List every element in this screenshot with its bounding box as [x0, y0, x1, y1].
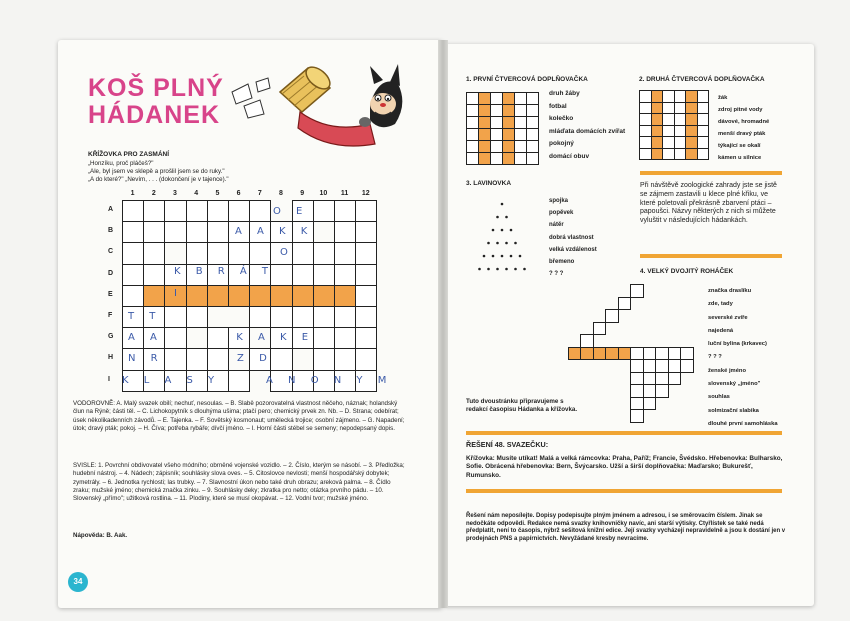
avalanche-dot: [501, 203, 504, 206]
section4-clue: dlouhé první samohláska: [708, 420, 778, 427]
row-letter: C: [108, 248, 114, 256]
section1-clues: [549, 88, 625, 163]
crossword-cell: [164, 306, 186, 328]
section3-clue: spojka: [549, 198, 569, 204]
row-letter: B: [108, 227, 114, 235]
section2-clue: žák: [718, 95, 728, 101]
crossword-cell: [313, 242, 335, 264]
horn-cell: [643, 347, 657, 361]
section4-clue: luční bylina (krkavec): [708, 341, 767, 348]
section4-clue: ženské jméno: [708, 367, 747, 374]
horn-cell: [630, 359, 644, 373]
section4-clue: severské zvíře: [708, 314, 748, 321]
horn-cell: [630, 284, 644, 298]
avalanche-dot: [501, 229, 504, 232]
crossword-cell: [186, 221, 208, 243]
clues-down: SVISLE: 1. Povrchní obdivovatel všeho módního; obrněné vojenské vozidlo. – 2. Číslo, kterým se násobí. – 3. Předložka; hudební nástroj. – 4. Nádech; zápisník; souhlásky slova oves. – 5. Citoslovce nevlosti; menší hospodářský dobytek; zymetrály. – 6. Jednotka rychlosti; las trubky. – 7. Slavnostní úkon nebo také druh obrazu; areková palma. – 8. Čídlo zraku; mužské jméno; chemická značka zinku. – 9. Souhlásky deky; zkratka pro netto; otázka prvního pádu. – 10. Slovenský „přímo"; užitková rostlina. – 11. Plodiny, které se musí okopávat. – 12. Vodní tvor; mužské jméno.: [73, 462, 405, 503]
crossword-cell: [143, 200, 165, 222]
section4-clue: ? ? ?: [708, 354, 722, 361]
avalanche-dot: [505, 242, 508, 245]
solution-title: ŘEŠENÍ 48. SVAZEČKU:: [466, 440, 549, 449]
section4-clues: [708, 285, 778, 431]
handwriting-row-d: K B R Á T: [174, 266, 275, 277]
crossword-cell: [355, 285, 377, 307]
intro-line-2: „Ale, byl jsem ve sklepě a prošlil jsem se do ruky.": [88, 168, 225, 176]
column-number: 5: [215, 190, 220, 197]
avalanche-puzzle-dots: [462, 196, 542, 278]
horn-cell: [655, 372, 669, 386]
avalanche-dot: [505, 268, 508, 271]
crossword-cell: [270, 285, 292, 307]
crossword-cell: [334, 327, 356, 349]
row-letter: A: [108, 206, 114, 213]
avalanche-dot: [501, 255, 504, 258]
column-number: 10: [319, 190, 328, 197]
section3-clue: dobrá vlastnost: [549, 234, 594, 241]
footer-notice: Řešení nám neposílejte. Dopisy podepisujte plným jménem a adresou, i se směrovacím číslem. Jinak se nedočkáte odpovědi. Redakce nemá svazky knihovničky navíc, ani starší výtisky. Ctyřlístek se také nedá předplatit, není to časopis, nýbrž sešitová knižní edice. Její svazky vycházejí nepravidelně a jsou k dostání jen v prodejnách PNS a papírnictvích. Nevyžádané kresby nevracíme.: [466, 513, 786, 542]
crossword-cell: [292, 242, 314, 264]
crossword-cell: [313, 348, 335, 370]
crossword-cell: [334, 242, 356, 264]
crossword-cell: [186, 200, 208, 222]
orange-divider-4: [466, 489, 782, 493]
crossword-cell: [292, 306, 314, 328]
horn-cell: [593, 347, 607, 361]
section2-clue: týkající se okalí: [718, 143, 761, 149]
section2-clue: kámen u silnice: [718, 155, 762, 161]
horn-cell: [605, 309, 619, 323]
horn-cell: [655, 384, 669, 398]
avalanche-dot: [514, 242, 517, 245]
avalanche-dot: [487, 242, 490, 245]
crossword-cell: [334, 200, 356, 222]
crossword-cell: [355, 200, 377, 222]
page-title: [88, 75, 224, 129]
column-number: 11: [340, 190, 349, 197]
avalanche-dot: [510, 229, 513, 232]
avalanche-dot: [492, 255, 495, 258]
crossword-cell: [249, 306, 271, 328]
column-number: 9: [300, 190, 305, 197]
horn-cell: [605, 347, 619, 361]
section3-clue: ? ? ?: [549, 271, 564, 278]
section2-title: 2. DRUHÁ ČTVERCOVÁ DOPLŇOVAČKA: [639, 76, 765, 83]
crossword-cell: [313, 200, 335, 222]
avalanche-dot: [492, 229, 495, 232]
horn-cell: [680, 359, 694, 373]
orange-divider-3: [466, 431, 782, 435]
row-letter: F: [108, 312, 113, 319]
crossword-cell: [355, 348, 377, 370]
section3-clue: nátěr: [549, 222, 564, 229]
handwriting-row-i: K L A S Y A N O N Y M: [122, 375, 393, 386]
section2-clue: dávové, hromadné: [718, 119, 770, 125]
crossword-cell: [122, 242, 144, 264]
crossword-cell: [313, 327, 335, 349]
clues-across: VODOROVNĚ: A. Malý svazek obilí; nechuť, nesoulas. – B. Slabě pozorovatelná vlastnost něčeho, náznak; holandský člun na Rýně; části těl. – C. Lichokopytník s dlouhýma ušima; ptačí pero; chemický prvek zn. Nb. – D. Strana; odebírat; úsek několikadenních závodů. – E. Tajenka. – F. Sovětský kosmonaut; umělecká trojice; osobní zájmeno. – G. Napadení; útok; dravý pták; pokoj. – H. Číva; potřeba rybáře; dívčí jméno. – I. Horní části stébel se semeny; nepodepsaný dopis.: [73, 400, 405, 432]
avalanche-dot: [510, 255, 513, 258]
crossword-cell: [355, 306, 377, 328]
horn-cell: [680, 347, 694, 361]
avalanche-dot: [496, 268, 499, 271]
title-line-2: HÁDANEK: [88, 101, 220, 129]
intro-line-3: „A do které?" „Nevím, . . . (dokončení je v tajence).": [88, 176, 229, 184]
handwriting-row-e: I: [174, 288, 183, 299]
crossword-title: KŘÍŽOVKA PRO ZASMÁNÍ: [88, 151, 170, 158]
section4-clue: slovenský „jméno": [708, 381, 761, 388]
horn-cell: [643, 397, 657, 411]
column-number: 1: [130, 190, 135, 197]
section3-title: 3. LAVINOVKA: [466, 180, 512, 187]
crossword-cell: [334, 348, 356, 370]
crossword-cell: [207, 221, 229, 243]
section3-clue: velká vzdálenost: [549, 246, 597, 253]
avalanche-dot: [478, 268, 481, 271]
horn-cell: [668, 347, 682, 361]
crossword-cell: [292, 264, 314, 286]
solution-text: Křížovka: Musíte utíkat! Malá a velká rámcovka: Praha, Paříž; Francie, Švédsko. Hřebenovka: Bulharsko, Sofie. Obrácená hřebenovka: Bern, Švýcarsko. Užší a širší doplňovačka: Maďarsko; Bukurešť, Rumunsko.: [466, 455, 783, 479]
horn-cell: [630, 372, 644, 386]
section2-clues: [718, 92, 769, 164]
avalanche-dot: [483, 255, 486, 258]
column-number: 12: [361, 190, 370, 197]
crossword-cell: [355, 221, 377, 243]
page-number: 34: [68, 572, 88, 592]
section2-clue: zdroj pitné vody: [718, 107, 763, 113]
crossword-cell: [313, 306, 335, 328]
row-letter: H: [108, 354, 114, 362]
cat-basket-illustration: [220, 54, 410, 154]
handwriting-row-b: A A K K: [235, 226, 314, 237]
orange-divider-2: [640, 254, 782, 258]
horn-cell: [580, 347, 594, 361]
horn-cell: [655, 347, 669, 361]
horn-cell: [643, 359, 657, 373]
horn-cell: [630, 397, 644, 411]
section3-clues: [549, 195, 597, 280]
avalanche-dot: [523, 268, 526, 271]
avalanche-dot: [496, 242, 499, 245]
horn-cell: [618, 347, 632, 361]
column-number: 3: [173, 190, 177, 197]
avalanche-dot: [487, 268, 490, 271]
crossword-cell: [122, 221, 144, 243]
crossword-cell: [334, 221, 356, 243]
crossword-cell: [164, 200, 186, 222]
horn-cell: [643, 372, 657, 386]
column-number: 4: [194, 190, 199, 197]
row-letter: I: [108, 375, 110, 383]
square-cell: [526, 152, 539, 165]
row-letter: E: [108, 290, 113, 298]
horn-cell: [643, 384, 657, 398]
crossword-cell: [270, 348, 292, 370]
section4-clue: značka draslíku: [708, 288, 752, 294]
column-number: 2: [151, 190, 156, 197]
credit-note: Tuto dvoustránku připravujeme s redakcí časopisu Hádanka a křížovka.: [466, 398, 578, 414]
crossword-cell: [228, 242, 250, 264]
crossword-cell: [143, 242, 165, 264]
section4-clue: zde, tady: [708, 301, 733, 308]
column-number: 7: [257, 190, 262, 197]
avalanche-dot: [505, 216, 508, 219]
avalanche-dot: [496, 216, 499, 219]
crossword-cell: [207, 242, 229, 264]
handwriting-row-h: N R Z D: [128, 353, 273, 364]
crossword-cell: [228, 200, 250, 222]
section1-clue: mláďata domácích zvířat: [549, 127, 626, 135]
crossword-cell: [122, 264, 144, 286]
crossword-cell: [143, 285, 165, 307]
section4-clue: solmizační slabika: [708, 407, 759, 414]
section3-clue: břemeno: [549, 259, 575, 266]
crossword-cell: [334, 285, 356, 307]
handwriting-row-f: T T: [128, 311, 162, 322]
crossword-cell: [313, 264, 335, 286]
handwriting-row-g: A A K A K E: [128, 332, 315, 343]
column-number: 6: [236, 190, 241, 197]
book-gutter: [438, 40, 448, 608]
crossword-cell: [313, 285, 335, 307]
crossword-cell: [186, 242, 208, 264]
crossword-cell: [207, 200, 229, 222]
crossword-cell: [143, 264, 165, 286]
intro-line-1: „Honzíku, proč pláčeš?": [88, 160, 154, 167]
avalanche-dot: [514, 268, 517, 271]
crossword-cell: [249, 200, 271, 222]
horn-cell: [668, 359, 682, 373]
row-letter: G: [108, 333, 114, 341]
handwriting-row-c: O: [280, 247, 294, 258]
crossword-cell: [355, 327, 377, 349]
horn-cell: [630, 384, 644, 398]
horn-cell: [668, 372, 682, 386]
avalanche-dot: [519, 255, 522, 258]
zoo-intro: Při návštěvě zoologické zahrady jste se jistě se zájmem zastavili u klece plné křiku, ve které poletovali překrásně zbarvení ptáci – papoušci. Názvy některých z nich si můžete vyluštit v následujících hádankách.: [640, 182, 777, 225]
crossword-cell: [292, 285, 314, 307]
section1-clue: domácí obuv: [549, 152, 590, 160]
hint: Nápověda: B. Aak.: [73, 532, 128, 539]
crossword-cell: [186, 306, 208, 328]
section3-clue: popěvek: [549, 210, 574, 217]
section2-clue: menší dravý pták: [718, 131, 766, 137]
horn-cell: [655, 359, 669, 373]
crossword-cell: [334, 264, 356, 286]
square-cell: [697, 148, 710, 161]
section1-clue: fotbal: [549, 102, 567, 110]
title-line-1: KOŠ PLNÝ: [88, 74, 224, 102]
column-number: 8: [279, 190, 283, 197]
crossword-cell: [355, 264, 377, 286]
handwriting-row-a: O E: [273, 206, 309, 217]
horn-cell: [568, 347, 582, 361]
crossword-cell: [122, 285, 144, 307]
orange-divider-1: [640, 171, 782, 175]
section4-clue: souhlas: [708, 394, 730, 401]
section1-clue: kolečko: [549, 115, 574, 122]
crossword-cell: [249, 285, 271, 307]
horn-cell: [593, 322, 607, 336]
section4-clue: najedená: [708, 327, 734, 334]
crossword-cell: [143, 221, 165, 243]
section1-clue: pokojný: [549, 140, 574, 147]
row-letter: D: [108, 269, 114, 277]
crossword-cell: [334, 306, 356, 328]
horn-cell: [618, 297, 632, 311]
crossword-cell: [228, 285, 250, 307]
horn-cell: [630, 409, 644, 423]
section1-title: 1. PRVNÍ ČTVERCOVÁ DOPLŇOVAČKA: [466, 76, 588, 83]
crossword-cell: [186, 285, 208, 307]
horn-cell: [630, 347, 644, 361]
horn-cell: [580, 334, 594, 348]
crossword-cell: [164, 221, 186, 243]
crossword-cell: [355, 242, 377, 264]
crossword-cell: [122, 200, 144, 222]
crossword-cell: [207, 285, 229, 307]
section4-title: 4. VELKÝ DVOJITÝ ROHÁČEK: [640, 268, 734, 275]
crossword-cell: [270, 306, 292, 328]
crossword-cell: [249, 242, 271, 264]
section1-clue: druh žáby: [549, 90, 580, 97]
